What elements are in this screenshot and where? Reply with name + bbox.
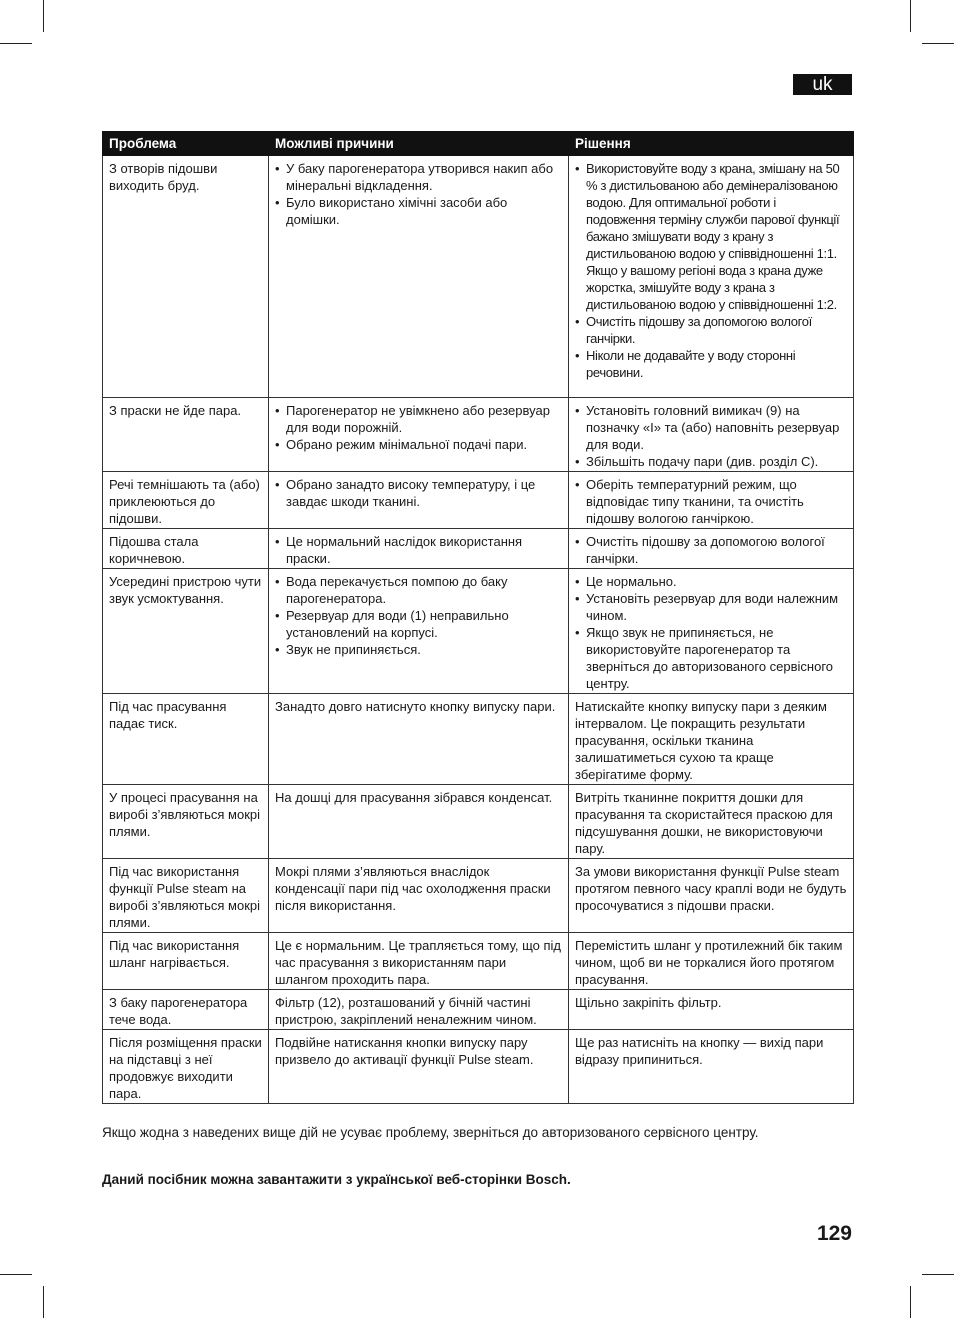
header-causes: Можливі причини <box>269 132 569 156</box>
crop-mark <box>910 1286 911 1318</box>
solutions-cell <box>569 156 854 398</box>
problem-cell: З отворів підошви виходить бруд. <box>103 156 269 398</box>
table-row <box>103 1030 854 1104</box>
crop-mark <box>0 43 32 44</box>
problem-cell: Усередині пристрою чути звук усмоктування. <box>103 569 269 694</box>
problem-cell: У процесі прасування на виробі з’являються мокрі плями. <box>103 785 269 859</box>
causes-cell <box>269 156 569 398</box>
problem-cell: Під час прасування падає тиск. <box>103 694 269 785</box>
causes-cell: Подвійне натискання кнопки випуску пару призвело до активації функції Pulse steam. <box>269 1030 569 1104</box>
solution-item: • Установіть головний вимикач (9) на позначку «I» та (або) наповніть резервуар для води. <box>575 402 847 453</box>
solution-item: • Установіть резервуар для води належним чином. <box>575 590 847 624</box>
solution-item: • Оберіть температурний режим, що відповідає типу тканини, та очистіть підошву вологою ганчіркою. <box>575 476 847 527</box>
problem-cell: З баку парогенератора тече вода. <box>103 990 269 1030</box>
crop-mark <box>922 1274 954 1275</box>
table-row <box>103 859 854 933</box>
solution-item: • Використовуйте воду з крана, змішану на 50 % з дистильованою або демінералізованою водою. Для оптимальної роботи і подовження терміну служби парової функції бажано змішувати воду з крану з дистильованою водою у співвідношенні 1:1. Якщо у вашому регіоні вода з крана дуже жорстка, змішуйте воду з крана з дистильованою водою у співвідношенні 1:2. <box>575 160 847 313</box>
cause-item: • Обрано режим мінімальної подачі пари. <box>275 436 562 453</box>
crop-mark <box>910 0 911 32</box>
problem-cell: Під час використання функції Pulse steam на виробі з’являються мокрі плями. <box>103 859 269 933</box>
solutions-cell: Витріть тканинне покриття дошки для прасування та скористайтеся праскою для підсушування дошки, не використовуючи пару. <box>569 785 854 859</box>
solutions-cell: За умови використання функції Pulse steam протягом певного часу краплі води не будуть просочуватися з підошви праски. <box>569 859 854 933</box>
solution-item: • Очистіть підошву за допомогою вологої ганчірки. <box>575 313 847 347</box>
causes-cell: Мокрі плями з’являються внаслідок конденсації пари під час охолодження праски після використання. <box>269 859 569 933</box>
solutions-cell: Натискайте кнопку випуску пари з деяким інтервалом. Це покращить результати прасування, оскільки тканина залишатиметься сухою та краще зберігатиме форму. <box>569 694 854 785</box>
crop-mark <box>43 0 44 32</box>
solution-item: • Збільшіть подачу пари (див. розділ C). <box>575 453 847 470</box>
causes-cell <box>269 529 569 569</box>
crop-mark <box>0 1274 32 1275</box>
cause-item: • Вода перекачується помпою до баку парогенератора. <box>275 573 562 607</box>
cause-item: • Це нормальний наслідок використання праски. <box>275 533 562 567</box>
table-row <box>103 398 854 472</box>
table-row <box>103 529 854 569</box>
solutions-cell: Ще раз натисніть на кнопку — вихід пари відразу припиниться. <box>569 1030 854 1104</box>
header-problem: Проблема <box>103 132 269 156</box>
header-solutions: Рішення <box>569 132 854 156</box>
table-row <box>103 990 854 1030</box>
solutions-cell <box>569 569 854 694</box>
cause-item: • Було використано хімічні засоби або домішки. <box>275 194 562 228</box>
causes-cell <box>269 398 569 472</box>
table-row <box>103 694 854 785</box>
problem-cell: Підошва стала коричневою. <box>103 529 269 569</box>
causes-cell: На дошці для прасування зібрався конденсат. <box>269 785 569 859</box>
causes-cell: Це є нормальним. Це трапляється тому, що під час прасування з використанням пари шлангом проходить пара. <box>269 933 569 990</box>
solution-item: • Якщо звук не припиняється, не використовуйте парогенератор та зверніться до авторизованого сервісного центру. <box>575 624 847 692</box>
footer-note: Якщо жодна з наведених вище дій не усуває проблему, зверніться до авторизованого сервісного центру. <box>102 1125 759 1140</box>
cause-item: • Парогенератор не увімкнено або резервуар для води порожній. <box>275 402 562 436</box>
problem-cell: Після розміщення праски на підставці з неї продовжує виходити пара. <box>103 1030 269 1104</box>
page-number: 129 <box>816 1222 852 1245</box>
solutions-cell: Щільно закріпіть фільтр. <box>569 990 854 1030</box>
troubleshooting-table <box>102 131 854 1104</box>
cause-item: • Обрано занадто високу температуру, і це завдає шкоди тканині. <box>275 476 562 510</box>
problem-cell: З праски не йде пара. <box>103 398 269 472</box>
causes-cell: Фільтр (12), розташований у бічній частині пристрою, закріплений неналежним чином. <box>269 990 569 1030</box>
table-row <box>103 472 854 529</box>
solution-item: • Це нормально. <box>575 573 847 590</box>
solutions-cell <box>569 472 854 529</box>
causes-cell <box>269 472 569 529</box>
cause-item: • У баку парогенератора утворився накип або мінеральні відкладення. <box>275 160 562 194</box>
solution-item: • Очистіть підошву за допомогою вологої ганчірки. <box>575 533 847 567</box>
table-row <box>103 569 854 694</box>
solutions-cell <box>569 529 854 569</box>
crop-mark <box>922 43 954 44</box>
table-row <box>103 156 854 398</box>
language-tag: uk <box>793 74 852 95</box>
cause-item: • Резервуар для води (1) неправильно установлений на корпусі. <box>275 607 562 641</box>
table-header-row <box>103 132 854 156</box>
solution-item: • Ніколи не додавайте у воду сторонні речовини. <box>575 347 847 381</box>
cause-item: • Звук не припиняється. <box>275 641 562 658</box>
footer-download-note: Даний посібник можна завантажити з української веб-сторінки Bosch. <box>102 1172 571 1187</box>
table-row <box>103 933 854 990</box>
causes-cell <box>269 569 569 694</box>
problem-cell: Речі темнішають та (або) приклеюються до підошви. <box>103 472 269 529</box>
causes-cell: Занадто довго натиснуто кнопку випуску пари. <box>269 694 569 785</box>
solutions-cell <box>569 398 854 472</box>
table-row <box>103 785 854 859</box>
crop-mark <box>43 1286 44 1318</box>
solutions-cell: Перемістить шланг у протилежний бік таким чином, щоб ви не торкалися його протягом прасування. <box>569 933 854 990</box>
problem-cell: Під час використання шланг нагрівається. <box>103 933 269 990</box>
